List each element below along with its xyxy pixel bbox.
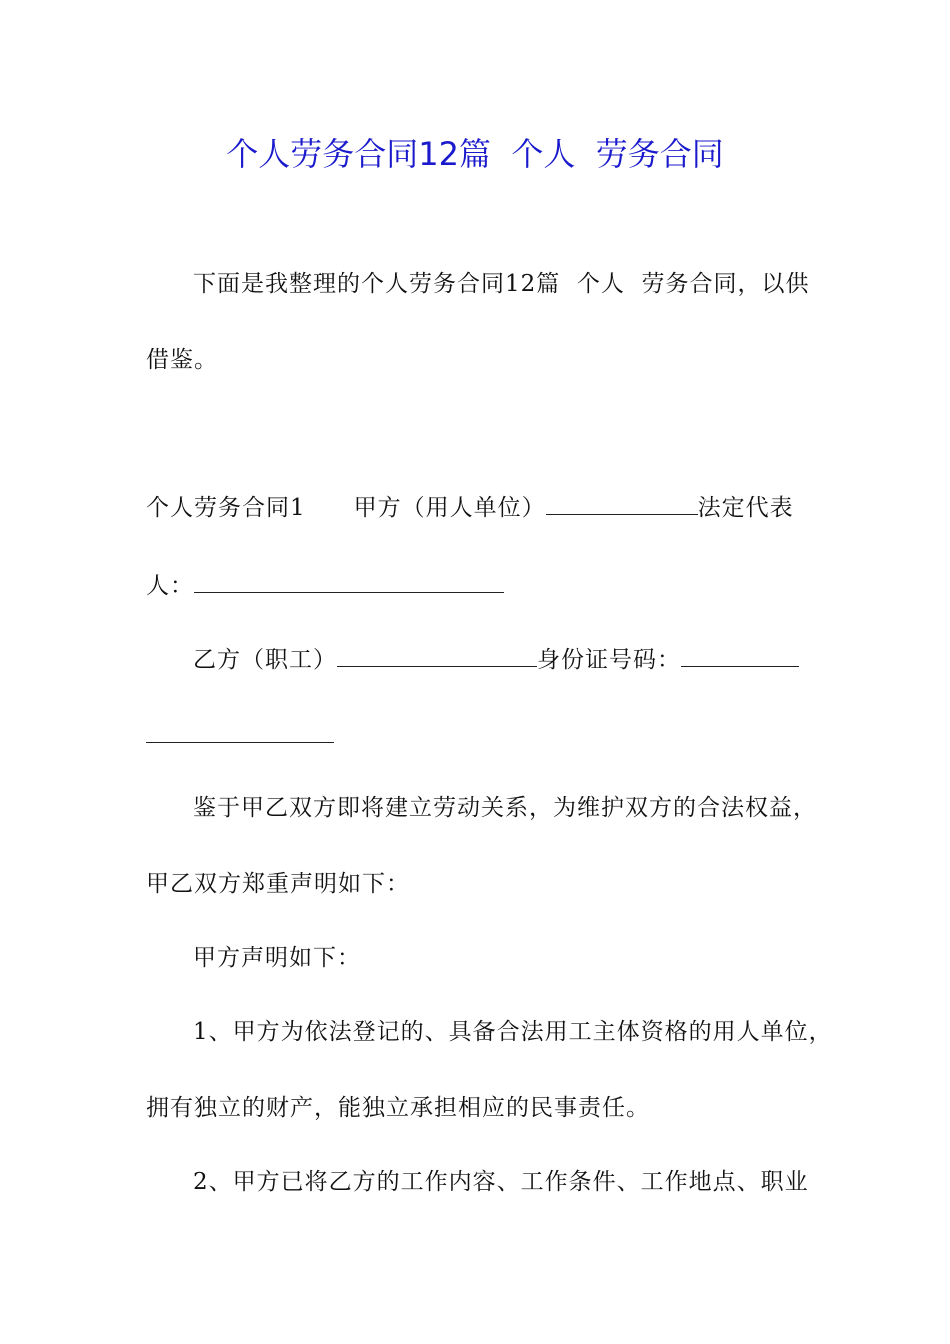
legal-rep-label-2: 人：	[146, 573, 194, 599]
intro-line-1: 下面是我整理的个人劳务合同12篇 个人 劳务合同，以供	[193, 271, 810, 297]
paragraph-2: 甲方声明如下：	[193, 945, 361, 971]
id-number-blank-1[interactable]	[681, 644, 799, 667]
party-a-label: 甲方（用人单位）	[353, 495, 546, 521]
legal-rep-blank[interactable]	[194, 570, 504, 593]
legal-rep-line	[146, 566, 816, 606]
party-b-blank[interactable]	[337, 644, 537, 667]
id-number-blank-2[interactable]	[146, 742, 334, 743]
party-b-line	[193, 640, 816, 680]
contract-header-line	[146, 488, 816, 528]
paragraph-1-line-2: 甲乙双方郑重声明如下：	[146, 871, 410, 897]
paragraph-3-line-2: 拥有独立的财产，能独立承担相应的民事责任。	[146, 1095, 650, 1121]
document-title: 个人劳务合同12篇 个人 劳务合同	[226, 135, 724, 173]
intro-line-2: 借鉴。	[146, 347, 218, 373]
legal-rep-label-1: 法定代表	[697, 495, 794, 521]
contract-heading: 个人劳务合同1	[146, 495, 306, 521]
party-a-blank[interactable]	[546, 492, 698, 515]
paragraph-3-line-1: 1、甲方为依法登记的、具备合法用工主体资格的用人单位，	[193, 1019, 833, 1045]
paragraph-4-line-1: 2、甲方已将乙方的工作内容、工作条件、工作地点、职业	[193, 1169, 809, 1195]
id-number-label: 身份证号码：	[537, 647, 681, 673]
paragraph-1-line-1: 鉴于甲乙双方即将建立劳动关系，为维护双方的合法权益，	[193, 795, 817, 821]
party-b-label: 乙方（职工）	[193, 647, 337, 673]
